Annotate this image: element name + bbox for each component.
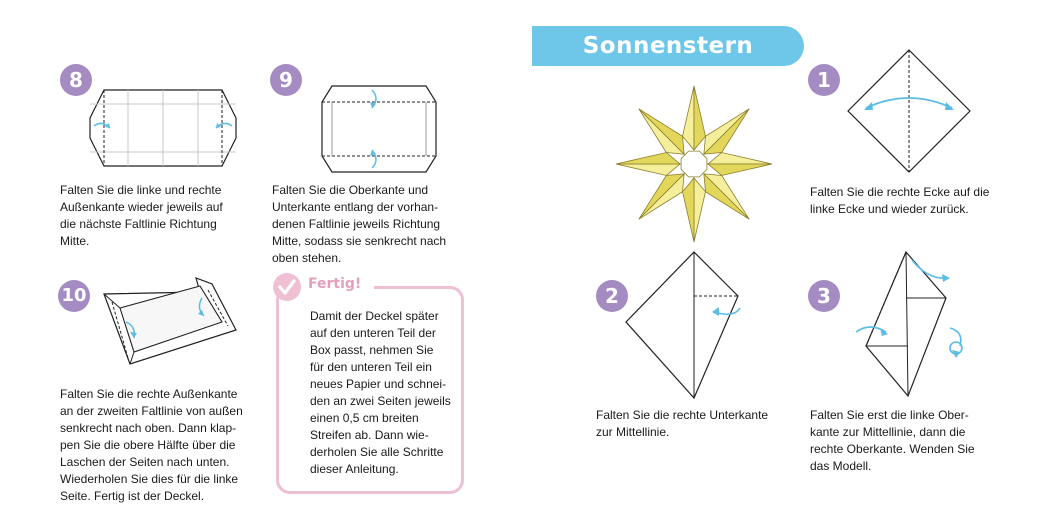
step-10-diagram bbox=[100, 272, 240, 372]
star-point-shade bbox=[704, 109, 749, 154]
step-number-9: 9 bbox=[270, 64, 302, 96]
star-point-shade bbox=[639, 109, 684, 154]
step-1-diagram bbox=[846, 48, 972, 174]
star-point-shade bbox=[616, 153, 680, 164]
star-point-shade bbox=[639, 174, 684, 219]
step-number-2: 2 bbox=[596, 280, 628, 312]
step-number-3: 3 bbox=[808, 280, 840, 312]
star-point-light bbox=[708, 153, 772, 164]
step-10-text: Falten Sie die rechte Außenkante an der zweiten Faltlinie von außen senkrecht nach oben. Dann klap- pen Sie die obere Hälfte über die Laschen der Seiten nach unten. Wiederholen Sie dies für die linke Seite. Fertig ist der Deckel. bbox=[60, 387, 243, 503]
step-number-1: 1 bbox=[808, 64, 840, 96]
step-2-diagram bbox=[624, 250, 742, 400]
star-point-shade bbox=[694, 86, 705, 150]
star-point-light bbox=[616, 164, 680, 175]
star-point-shade bbox=[708, 164, 772, 175]
step-1-text: Falten Sie die rechte Ecke auf die linke Ecke und wieder zurück. bbox=[810, 185, 990, 216]
step-3-text: Falten Sie erst die linke Ober- kante zur Mittellinie, dann die rechte Oberkante. Wenden Sie das Modell. bbox=[810, 408, 975, 473]
fertig-label: Fertig! bbox=[308, 276, 362, 292]
sun-star-model bbox=[612, 84, 776, 244]
star-point-light bbox=[683, 86, 694, 150]
star-center-hole bbox=[681, 151, 707, 177]
step-9-diagram bbox=[320, 84, 438, 174]
step-number-10: 10 bbox=[58, 280, 90, 312]
checkmark-icon bbox=[272, 272, 302, 302]
page-title: Sonnenstern bbox=[532, 26, 804, 66]
star-point-light bbox=[694, 178, 705, 242]
step-8-diagram bbox=[88, 86, 238, 170]
step-9-text: Falten Sie die Oberkante und Unterkante entlang der vorhan- denen Faltlinie jeweils Richtung Mitte, sodass sie senkrecht nach oben stehen. bbox=[272, 183, 447, 265]
step-2-text: Falten Sie die rechte Unterkante zur Mittellinie. bbox=[596, 408, 769, 439]
step-3-diagram bbox=[852, 250, 982, 400]
fertig-text: Damit der Deckel später auf den unteren Teil der Box passt, nehmen Sie für den unteren Teil ein neues Papier und schnei- den an zwei Seiten jeweils einen 0,5 cm breiten Streifen ab. Dann wie- derholen Sie alle Schritte dieser Anleitung. bbox=[310, 309, 451, 476]
step-number-8: 8 bbox=[60, 64, 92, 96]
star-point-shade bbox=[704, 174, 749, 219]
step-8-text: Falten Sie die linke und rechte Außenkante wieder jeweils auf die nächste Faltlinie Richtung Mitte. bbox=[60, 183, 223, 248]
star-point-shade bbox=[683, 178, 694, 242]
